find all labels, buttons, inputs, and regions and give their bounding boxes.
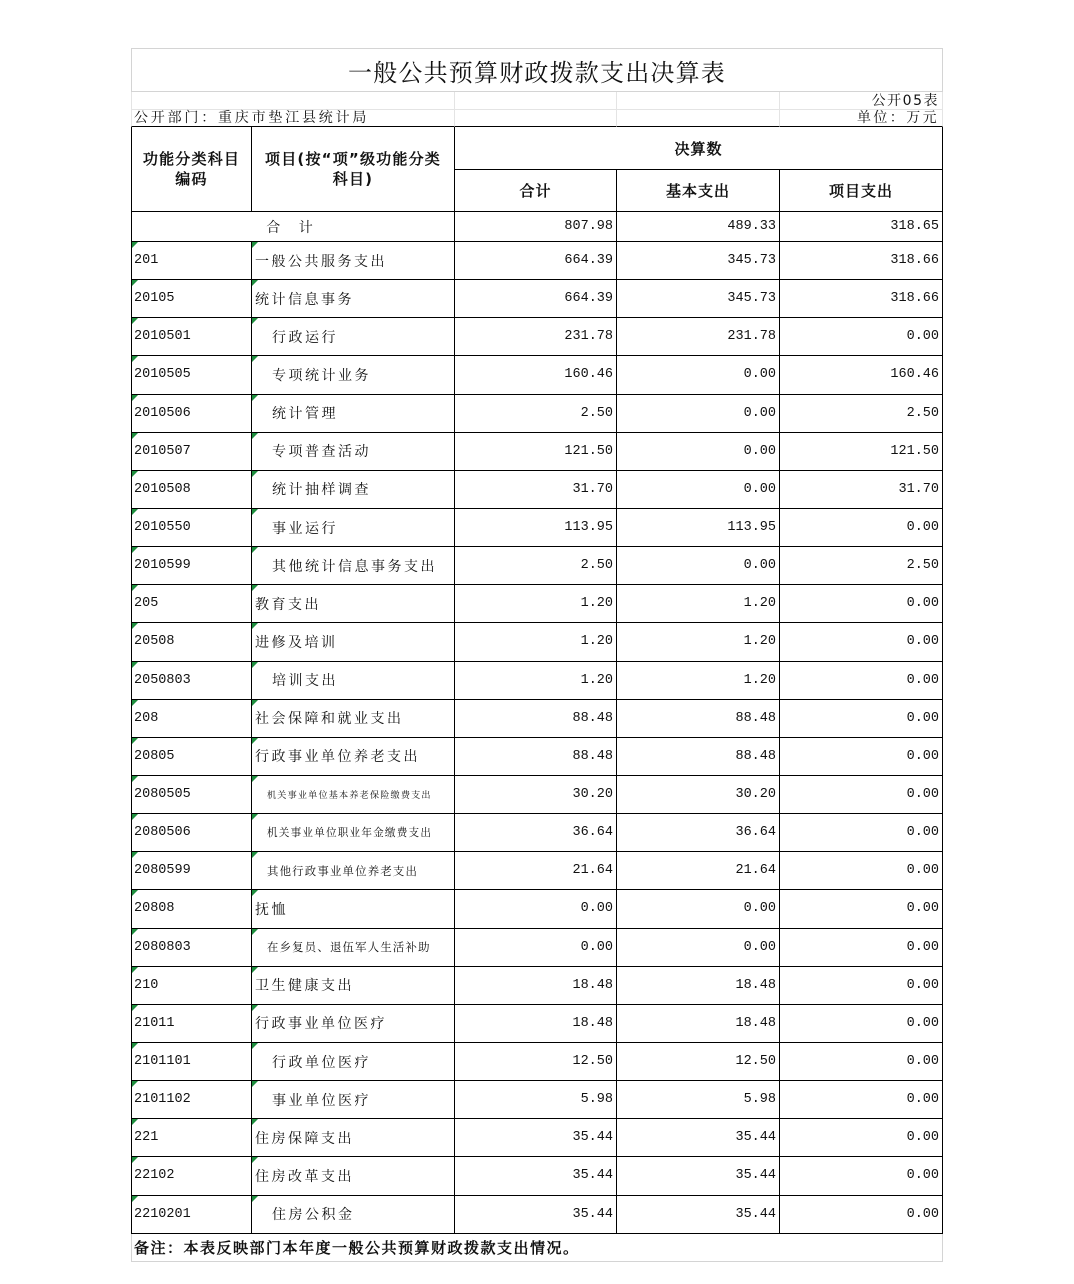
table-row [131,814,943,852]
basic-cell: 21.64 [617,852,780,890]
total-cell: 5.98 [455,1081,617,1119]
item-name-cell: 统计信息事务 [252,280,455,318]
header-code [131,127,252,212]
project-cell: 0.00 [780,585,943,623]
basic-cell: 88.48 [617,700,780,738]
table-row [131,623,943,661]
total-cell: 35.44 [455,1119,617,1157]
total-cell: 88.48 [455,700,617,738]
item-name-cell: 进修及培训 [252,623,455,661]
header-project: 项目支出 [780,170,943,212]
project-cell: 0.00 [780,509,943,547]
code-cell: 2010501 [131,318,252,356]
header-amount-label: 决算数 [455,127,943,170]
project-cell: 0.00 [780,1081,943,1119]
total-cell: 35.44 [455,1157,617,1195]
table-row [131,280,943,318]
table-row [131,318,943,356]
code-cell: 2010506 [131,395,252,433]
basic-cell: 35.44 [617,1119,780,1157]
total-cell: 36.64 [455,814,617,852]
basic-cell: 5.98 [617,1081,780,1119]
code-cell: 2010550 [131,509,252,547]
table-row [131,1005,943,1043]
total-cell: 1.20 [455,585,617,623]
project-cell: 0.00 [780,738,943,776]
total-cell: 18.48 [455,1005,617,1043]
code-cell: 22102 [131,1157,252,1195]
project-cell: 0.00 [780,890,943,928]
code-cell: 2010507 [131,433,252,471]
basic-cell: 0.00 [617,471,780,509]
item-name-cell: 机关事业单位职业年金缴费支出 [252,814,455,852]
header-subcolumns [455,170,943,212]
project-cell: 0.00 [780,814,943,852]
item-name-cell: 卫生健康支出 [252,967,455,1005]
table-row [131,1157,943,1195]
item-name-cell: 事业运行 [252,509,455,547]
code-cell: 2080506 [131,814,252,852]
basic-cell: 1.20 [617,585,780,623]
project-cell: 31.70 [780,471,943,509]
project-cell: 0.00 [780,1157,943,1195]
project-cell: 318.66 [780,242,943,280]
table-title: 一般公共预算财政拨款支出决算表 [131,48,943,92]
project-cell: 0.00 [780,776,943,814]
code-cell: 2101102 [131,1081,252,1119]
empty-cell [131,92,455,110]
meta-row [131,110,943,127]
total-cell: 664.39 [455,280,617,318]
table-row [131,1119,943,1157]
basic-cell: 1.20 [617,662,780,700]
table-row [131,890,943,928]
total-cell: 121.50 [455,433,617,471]
item-name-cell: 一般公共服务支出 [252,242,455,280]
item-name-cell: 行政单位医疗 [252,1043,455,1081]
project-cell: 0.00 [780,662,943,700]
basic-cell: 18.48 [617,1005,780,1043]
total-cell: 35.44 [455,1196,617,1234]
table-row [131,738,943,776]
table-row [131,433,943,471]
total-cell: 21.64 [455,852,617,890]
basic-cell: 35.44 [617,1196,780,1234]
total-row [131,212,943,242]
code-cell: 2010599 [131,547,252,585]
code-cell: 21011 [131,1005,252,1043]
code-cell: 2080803 [131,929,252,967]
item-name-cell: 行政事业单位养老支出 [252,738,455,776]
table-row [131,509,943,547]
item-name-cell: 其他行政事业单位养老支出 [252,852,455,890]
total-project: 318.65 [780,212,943,242]
table-row [131,700,943,738]
total-cell: 231.78 [455,318,617,356]
item-name-cell: 教育支出 [252,585,455,623]
code-cell: 2210201 [131,1196,252,1234]
project-cell: 0.00 [780,1196,943,1234]
code-cell: 221 [131,1119,252,1157]
item-name-cell: 其他统计信息事务支出 [252,547,455,585]
table-header [131,127,943,212]
table-row [131,967,943,1005]
department-label: 公开部门：重庆市垫江县统计局 [131,110,455,127]
item-name-cell: 统计抽样调查 [252,471,455,509]
total-cell: 1.20 [455,662,617,700]
table-row [131,242,943,280]
project-cell: 318.66 [780,280,943,318]
basic-cell: 0.00 [617,929,780,967]
total-cell: 18.48 [455,967,617,1005]
meta-row [131,92,943,110]
basic-cell: 1.20 [617,623,780,661]
item-name-cell: 统计管理 [252,395,455,433]
header-item-line: 科目) [332,170,374,188]
project-cell: 2.50 [780,547,943,585]
table-row [131,852,943,890]
code-cell: 2080599 [131,852,252,890]
table-row [131,1196,943,1234]
item-name-cell: 行政事业单位医疗 [252,1005,455,1043]
empty-cell [455,110,617,127]
total-cell: 31.70 [455,471,617,509]
item-name-cell: 住房改革支出 [252,1157,455,1195]
item-name-cell: 抚恤 [252,890,455,928]
item-name-cell: 社会保障和就业支出 [252,700,455,738]
header-basic: 基本支出 [617,170,780,212]
project-cell: 0.00 [780,623,943,661]
unit-label: 单位：万元 [780,110,943,127]
footer-note: 备注：本表反映部门本年度一般公共预算财政拨款支出情况。 [131,1234,943,1262]
code-cell: 210 [131,967,252,1005]
item-name-cell: 专项普查活动 [252,433,455,471]
basic-cell: 35.44 [617,1157,780,1195]
project-cell: 0.00 [780,1005,943,1043]
total-cell: 2.50 [455,547,617,585]
basic-cell: 345.73 [617,242,780,280]
total-cell: 113.95 [455,509,617,547]
basic-cell: 345.73 [617,280,780,318]
title-row [131,48,943,92]
item-name-cell: 住房保障支出 [252,1119,455,1157]
code-cell: 2050803 [131,662,252,700]
item-name-cell: 事业单位医疗 [252,1081,455,1119]
basic-cell: 231.78 [617,318,780,356]
total-cell: 0.00 [455,890,617,928]
basic-cell: 0.00 [617,890,780,928]
project-cell: 2.50 [780,395,943,433]
item-name-cell: 在乡复员、退伍军人生活补助 [252,929,455,967]
header-code-line: 编码 [175,170,208,188]
project-cell: 0.00 [780,318,943,356]
header-code-line: 功能分类科目 [142,150,241,168]
code-cell: 20508 [131,623,252,661]
table-row [131,929,943,967]
item-name-cell: 行政运行 [252,318,455,356]
budget-table [131,48,943,1262]
table-row [131,395,943,433]
total-sum: 807.98 [455,212,617,242]
basic-cell: 113.95 [617,509,780,547]
table-row [131,547,943,585]
code-cell: 20105 [131,280,252,318]
total-cell: 2.50 [455,395,617,433]
header-item-line: 项目(按“项”级功能分类 [265,150,441,168]
project-cell: 0.00 [780,1119,943,1157]
project-cell: 0.00 [780,1043,943,1081]
project-cell: 0.00 [780,929,943,967]
table-row [131,1081,943,1119]
code-cell: 20808 [131,890,252,928]
code-cell: 205 [131,585,252,623]
header-item [252,127,455,212]
code-cell: 2101101 [131,1043,252,1081]
project-cell: 0.00 [780,967,943,1005]
empty-cell [617,110,780,127]
basic-cell: 0.00 [617,356,780,394]
table-row [131,662,943,700]
basic-cell: 18.48 [617,967,780,1005]
total-basic: 489.33 [617,212,780,242]
total-cell: 664.39 [455,242,617,280]
table-row [131,776,943,814]
project-cell: 160.46 [780,356,943,394]
total-cell: 0.00 [455,929,617,967]
total-cell: 1.20 [455,623,617,661]
code-cell: 208 [131,700,252,738]
code-cell: 2080505 [131,776,252,814]
project-cell: 121.50 [780,433,943,471]
footer-row [131,1234,943,1262]
basic-cell: 12.50 [617,1043,780,1081]
code-cell: 201 [131,242,252,280]
item-name-cell: 专项统计业务 [252,356,455,394]
table-body [131,242,943,1234]
basic-cell: 88.48 [617,738,780,776]
item-name-cell: 住房公积金 [252,1196,455,1234]
table-row [131,585,943,623]
table-row [131,471,943,509]
total-label: 合 计 [131,212,455,242]
item-name-cell: 机关事业单位基本养老保险缴费支出 [252,776,455,814]
table-number: 公开05表 [780,92,943,110]
code-cell: 2010508 [131,471,252,509]
empty-cell [455,92,617,110]
code-cell: 20805 [131,738,252,776]
header-total: 合计 [455,170,617,212]
total-cell: 12.50 [455,1043,617,1081]
basic-cell: 0.00 [617,547,780,585]
basic-cell: 0.00 [617,433,780,471]
header-amount-group [455,127,943,212]
basic-cell: 36.64 [617,814,780,852]
table-row [131,1043,943,1081]
item-name-cell: 培训支出 [252,662,455,700]
basic-cell: 0.00 [617,395,780,433]
total-cell: 88.48 [455,738,617,776]
project-cell: 0.00 [780,700,943,738]
code-cell: 2010505 [131,356,252,394]
empty-cell [617,92,780,110]
basic-cell: 30.20 [617,776,780,814]
project-cell: 0.00 [780,852,943,890]
total-cell: 30.20 [455,776,617,814]
table-row [131,356,943,394]
total-cell: 160.46 [455,356,617,394]
